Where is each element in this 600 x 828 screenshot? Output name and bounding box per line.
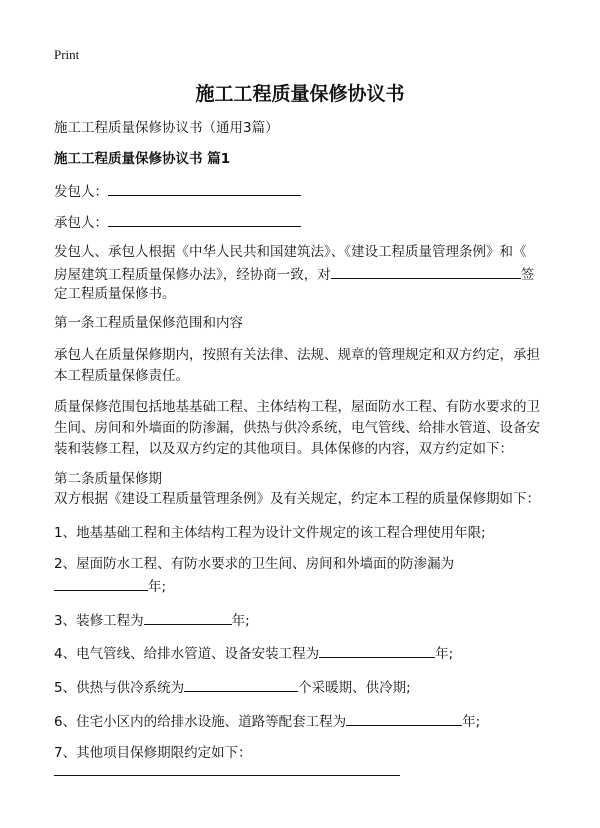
party-b-blank[interactable] [108,212,301,227]
party-a-blank[interactable] [108,181,301,196]
item-2-cont [54,576,166,596]
item-2: 2、屋面防水工程、有防水要求的卫生间、房间和外墙面的防渗漏为 [54,556,455,572]
intro-line: 定工程质量保修书。 [54,286,176,302]
item-text: 3、装修工程为 [54,613,144,629]
item-text: 6、住宅小区内的给排水设施、道路等配套工程为 [54,714,347,730]
page-title: 施工工程质量保修协议书 [195,83,405,105]
section-heading: 施工工程质量保修协议书 篇1 [54,151,231,167]
party-b-label: 承包人： [54,215,108,231]
party-a-line [54,181,301,201]
party-b-line [54,212,301,232]
item-text: 年; [148,579,167,595]
article1-line: 承包人在质量保修期内，按照有关法律、法规、规章的管理规定和双方约定，承担 [54,347,540,363]
article1-line: 生间、房间和外墙面的防渗漏，供热与供冷系统，电气管线、给排水管道、设备安 [54,420,540,436]
item-text: 年; [435,646,454,662]
article1-line: 本工程质量保修责任。 [54,368,189,384]
article2-heading: 第二条质量保修期 [54,471,162,487]
article1-line: 装和装修工程，以及双方约定的其他项目。具体保修的内容，双方约定如下： [54,441,513,457]
item-text: 年; [231,613,250,629]
intro-text: 房屋建筑工程质量保修办法》，经协商一致，对 [54,267,331,283]
item-5 [54,677,411,697]
item-3-blank[interactable] [144,610,232,625]
item-4-blank[interactable] [319,643,435,658]
intro-line [54,264,534,284]
item-4 [54,643,453,663]
subtitle: 施工工程质量保修协议书（通用3篇） [54,120,279,136]
item-1: 1、地基基础工程和主体结构工程为设计文件规定的该工程合理使用年限; [54,525,486,541]
item-text: 4、电气管线、给排水管道、设备安装工程为 [54,646,320,662]
party-a-label: 发包人： [54,184,108,200]
item-text: 5、供热与供冷系统为 [54,680,185,696]
item-3 [54,610,250,630]
article1-heading: 第一条工程质量保修范围和内容 [54,315,243,331]
item-text: 个采暖期、供冷期; [298,680,411,696]
print-link[interactable]: Print [54,47,80,62]
intro-text: 签 [520,267,535,283]
article1-line: 质量保修范围包括地基基础工程、主体结构工程，屋面防水工程、有防水要求的卫 [54,399,540,415]
item-6 [54,711,480,731]
item-7: 7、其他项目保修期限约定如下： [54,745,252,761]
intro-line: 发包人、承包人根据《中华人民共和国建筑法》、《建设工程质量管理条例》和《 [54,244,527,260]
item-text: 年; [462,714,481,730]
project-blank[interactable] [331,264,521,279]
item-2-blank[interactable] [54,576,148,591]
item-7-blank[interactable] [54,775,400,776]
item-5-blank[interactable] [184,677,298,692]
item-6-blank[interactable] [346,711,462,726]
article2-intro: 双方根据《建设工程质量管理条例》及有关规定，约定本工程的质量保修期如下： [54,491,540,507]
